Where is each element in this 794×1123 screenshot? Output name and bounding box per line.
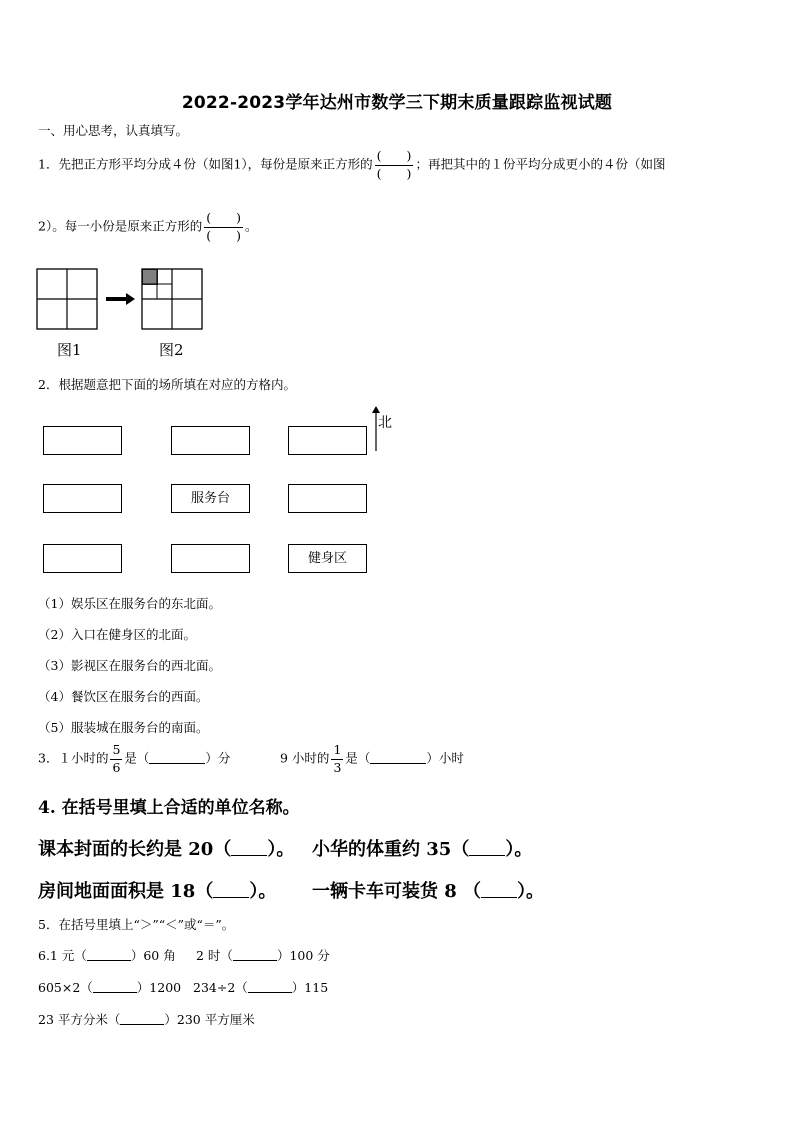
question-5-row-1a [38,946,176,964]
q3b-text: 9 小时的 [280,750,330,766]
answer-blank[interactable] [231,843,267,856]
q2-item-3: （3）影视区在服务台的西北面。 [38,658,221,673]
fraction-one-third [331,744,343,774]
q3a-text: 3．１小时的 [38,750,109,766]
question-5-row-3 [38,1010,255,1028]
answer-blank[interactable] [481,885,517,898]
q3a-text-2: 是（ [124,750,150,766]
question-1-text-c: 2）。每一小份是原来正方形的 [38,218,203,234]
q4-text: 课本封面的长约是 20（ [38,839,232,860]
question-1-text-a: 1．先把正方形平均分成４份（如图1），每份是原来正方形的 [38,156,373,172]
question-1-line-1 [38,150,665,180]
figure-2-caption: 图2 [159,341,184,359]
question-5-row-2a [38,978,181,996]
question-4-line-1a [38,835,294,861]
q4-text: 一辆卡车可装货 8 （ [312,881,482,902]
q5-text-end: ）1200 [136,980,182,995]
square-figures [36,268,206,332]
q2-item-1: （1）娱乐区在服务台的东北面。 [38,596,221,611]
question-3-part-a [38,744,230,774]
q5-text: 605×2（ [38,980,93,995]
fraction-numerator: 1 [331,744,343,760]
question-3-part-b [280,744,464,774]
fraction-five-sixths [110,744,122,774]
q3a-unit: ）分 [205,750,231,766]
fraction-denominator: ( ) [206,227,241,243]
question-2-stem: 2．根据题意把下面的场所填在对应的方格内。 [38,377,296,392]
fraction-numerator: ( ) [375,150,414,166]
q2-item-4: （4）餐饮区在服务台的西面。 [38,689,209,704]
answer-blank[interactable] [233,948,277,961]
grid-box-northwest[interactable] [43,426,122,455]
q4-text-end: ）。 [249,881,277,902]
q5-text: 234÷2（ [193,980,248,995]
fraction-blank-1 [375,150,414,180]
answer-blank[interactable] [370,751,426,764]
figure-2-square [142,269,202,329]
q5-text-end: ）60 角 [130,948,176,963]
q2-item-2: （2）入口在健身区的北面。 [38,627,196,642]
q5-text: 6.1 元（ [38,948,87,963]
q4-text-end: ）。 [517,881,545,902]
fraction-numerator: 5 [110,744,122,760]
question-5-row-1b [196,946,330,964]
q5-text-end: ）115 [291,980,329,995]
fraction-numerator: ( ) [204,212,243,228]
grid-box-southeast: 健身区 [288,544,367,573]
question-4-line-2a [38,877,276,903]
answer-blank[interactable] [248,980,292,993]
q5-text-end: ）100 分 [276,948,330,963]
question-4-line-1b [312,835,532,861]
question-4-stem: 4. 在括号里填上合适的单位名称。 [38,798,300,818]
grid-box-north[interactable] [171,426,250,455]
answer-blank[interactable] [120,1012,164,1025]
fraction-denominator: ( ) [376,165,412,181]
question-4-line-2b [312,877,544,903]
north-label: 北 [378,415,392,431]
q5-text-end: ）230 平方厘米 [164,1012,255,1027]
q4-text: 小华的体重约 35（ [312,839,470,860]
question-5-stem: 5．在括号里填上“＞”“＜”或“＝”。 [38,917,235,932]
question-1-text-b: ；再把其中的１份平均分成更小的４份（如图 [415,156,666,172]
q3b-unit: ）小时 [426,750,464,766]
question-5-row-2b [193,978,328,996]
question-1-line-2 [38,212,258,242]
question-1-text-d: 。 [244,218,258,234]
figure-1-caption: 图1 [57,341,82,359]
answer-blank[interactable] [213,885,249,898]
fraction-denominator: 3 [333,759,342,775]
answer-blank[interactable] [149,751,205,764]
page-title: 2022-2023学年达州市数学三下期末质量跟踪监视试题 [181,93,613,113]
figure-1-square [37,269,97,329]
arrow-right-icon [106,293,135,305]
q5-text: 2 时（ [196,948,233,963]
grid-box-east[interactable] [288,484,367,513]
q4-text-end: ）。 [267,839,295,860]
q2-item-5: （5）服装城在服务台的南面。 [38,720,209,735]
grid-box-south[interactable] [171,544,250,573]
grid-box-west[interactable] [43,484,122,513]
q4-text-end: ）。 [505,839,533,860]
q4-text: 房间地面面积是 18（ [38,881,214,902]
section-heading: 一、用心思考，认真填写。 [38,123,189,138]
grid-box-northeast[interactable] [288,426,367,455]
q3b-text-2: 是（ [345,750,371,766]
answer-blank[interactable] [87,948,131,961]
q5-text: 23 平方分米（ [38,1012,121,1027]
grid-box-center: 服务台 [171,484,250,513]
fraction-blank-2 [204,212,243,242]
answer-blank[interactable] [93,980,137,993]
fraction-denominator: 6 [112,759,121,775]
answer-blank[interactable] [469,843,505,856]
grid-box-southwest[interactable] [43,544,122,573]
